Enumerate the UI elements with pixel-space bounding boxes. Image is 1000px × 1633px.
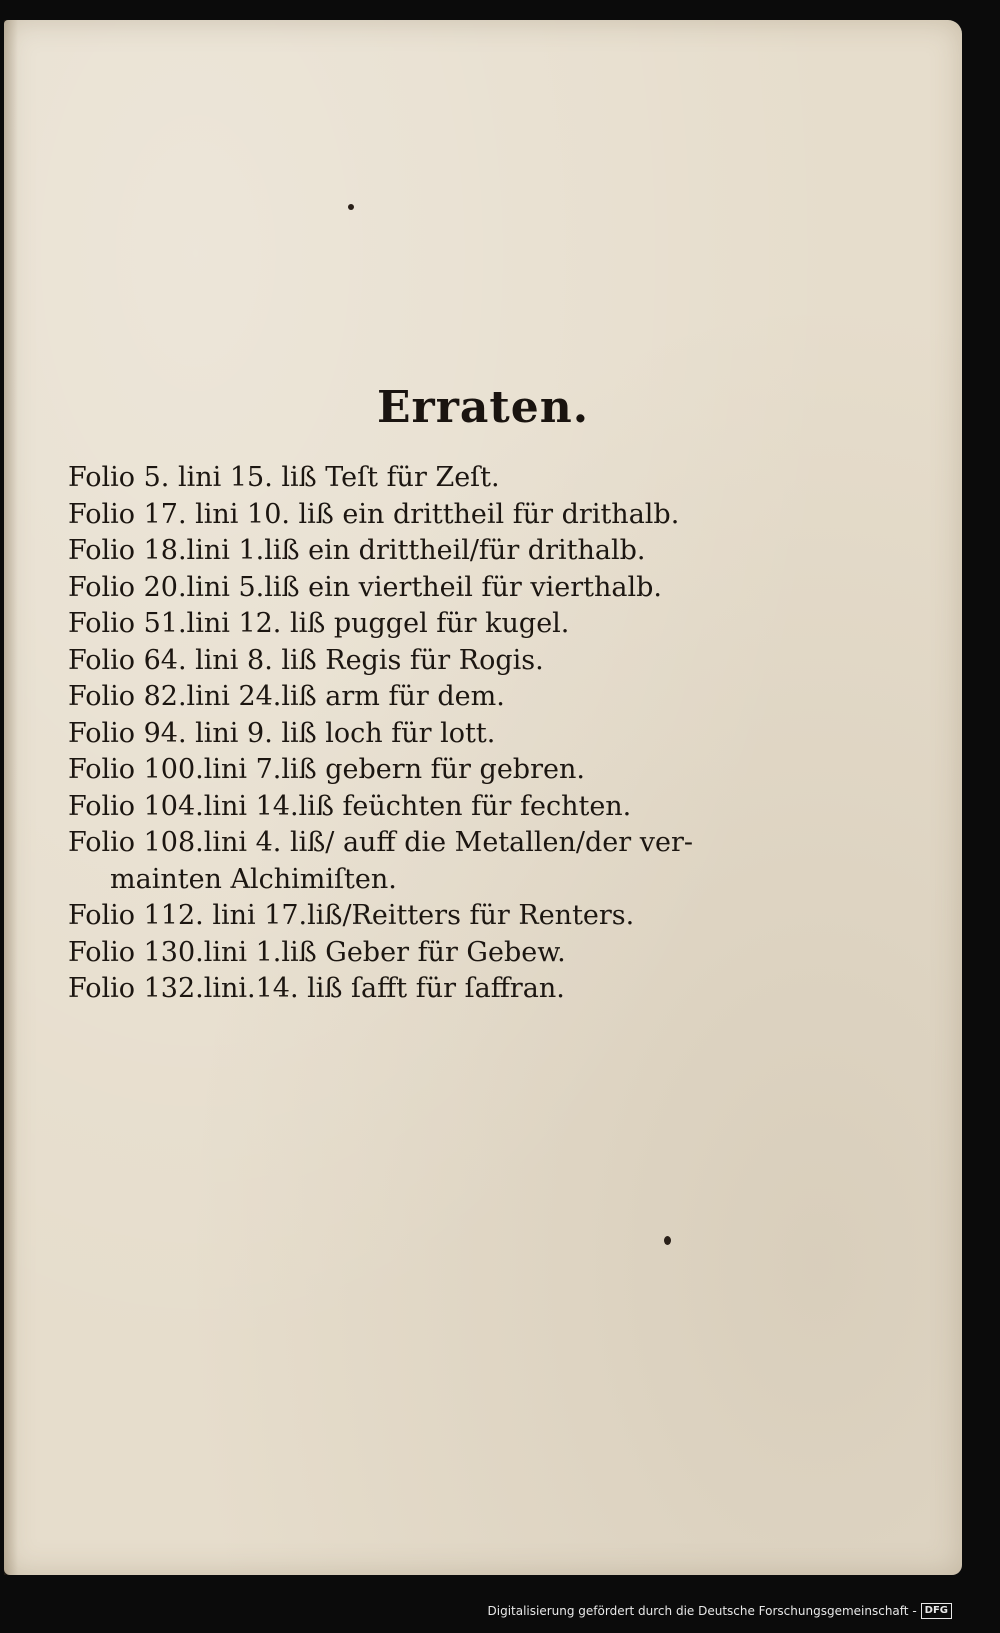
errata-entry [68,533,888,570]
errata-entry-text: Folio 100.lini 7.liß gebern für gebren. [68,754,585,785]
digitization-credit [488,1603,953,1619]
page-title: Erraten. [376,382,590,433]
errata-entry-text: Folio 112. lini 17.liß/Reitters für Renters. [68,900,635,931]
errata-entry [68,935,888,972]
errata-entry [68,716,888,753]
errata-entry [68,497,888,534]
errata-entry-text: Folio 132.lini.14. liß ſafft für ſaffran. [68,973,565,1004]
errata-entry [68,570,888,607]
errata-entry-text: Folio 108.lini 4. liß/ auff die Metallen/der ver- [68,827,693,858]
errata-entry [68,460,888,497]
errata-entry-text: Folio 64. lini 8. liß Regis für Rogis. [68,644,544,676]
errata-entry-text: Folio 51.lini 12. liß puggel für kugel. [68,608,570,639]
book-page [4,20,962,1575]
dfg-logo: DFG [921,1603,952,1619]
errata-entry-text: Folio 18.lini 1.liß ein drittheil/für drithalb. [68,535,646,566]
errata-entry [68,971,888,1008]
errata-entry [68,679,888,716]
errata-entry [68,643,888,680]
ink-speck [664,1236,671,1245]
errata-entry-text: Folio 5. lini 15. liß Teſt für Zeſt. [68,462,500,493]
page-gutter-shadow [4,20,18,1575]
ink-speck [348,204,354,210]
errata-entry-text: Folio 17. lini 10. liß ein drittheil für drithalb. [68,498,680,530]
errata-list [68,460,888,1008]
errata-entry-text: Folio 20.lini 5.liß ein viertheil für vierthalb. [68,571,662,603]
show-through-text [62,178,762,328]
errata-entry [68,898,888,935]
errata-entry [68,789,888,826]
errata-entry-text: Folio 130.lini 1.liß Geber für Gebew. [68,936,566,968]
errata-entry [68,606,888,643]
errata-entry-text: Folio 104.lini 14.liß feüchten für fechten. [68,790,632,822]
errata-entry-continuation: mainten Alchimiſten. [110,863,397,895]
errata-entry [68,752,888,789]
errata-entry [68,825,888,898]
errata-entry-text: Folio 82.lini 24.liß arm für dem. [68,681,505,712]
credit-text: Digitalisierung gefördert durch die Deutsche Forschungsgemeinschaft - [487,1604,917,1618]
errata-entry-text: Folio 94. lini 9. liß loch für lott. [68,717,496,749]
